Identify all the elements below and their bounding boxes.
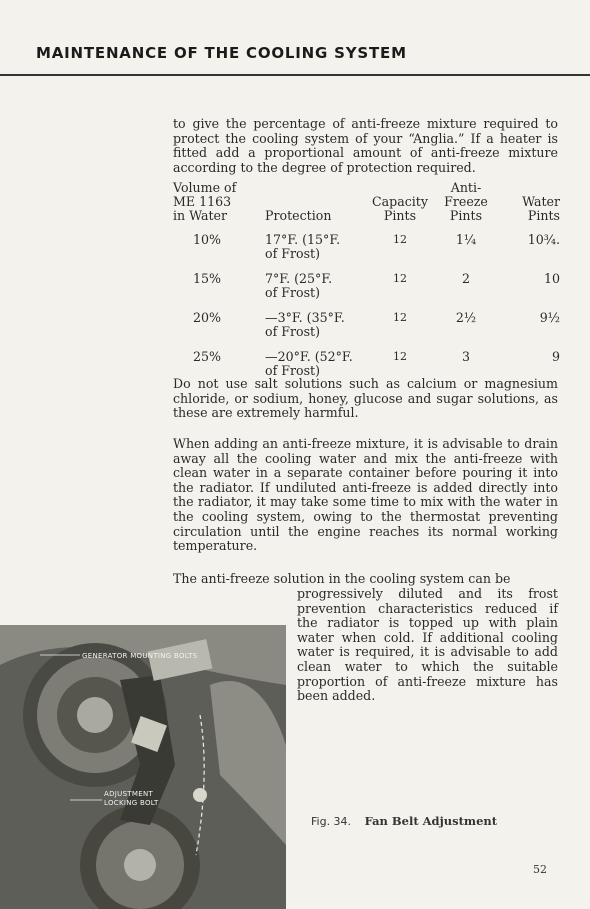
water-cell: 10¾. <box>527 232 560 247</box>
dilution-paragraph-rest: progressively diluted and its frost prevention characteristics reduced if the radiator is topped up with plain water when cold. If additional cooling water is required, it is advisable to add clean water to which the suitable proportion of anti-freeze mixture has been added. <box>297 586 558 704</box>
antifreeze-cell: 2½ <box>455 310 477 325</box>
antifreeze-header: Anti- Freeze Pints <box>444 180 488 223</box>
page-number: 52 <box>533 863 547 876</box>
salt-warning-paragraph: Do not use salt solutions such as calcium or magnesium chloride, or sodium, honey, glucose and sugar solutions, as these are extremely harmful. <box>173 376 558 421</box>
intro-paragraph: to give the percentage of anti-freeze mixture required to protect the cooling system of your “Anglia.” If a heater is fitted add a proportional amount of anti-freeze mixture according to the degree of protection required. <box>173 116 558 175</box>
volume-cell: 25% <box>193 349 221 364</box>
volume-header: Volume of ME 1163 in Water <box>173 180 237 223</box>
table-row <box>173 227 560 266</box>
capacity-header: Capacity Pints <box>372 194 428 223</box>
volume-cell: 10% <box>193 232 221 247</box>
figure-caption <box>311 814 497 828</box>
water-header: Water Pints <box>522 194 560 223</box>
protection-cell: 17°F. (15°F. of Frost) <box>265 232 341 261</box>
antifreeze-table <box>173 181 560 383</box>
table-header-row <box>173 181 560 227</box>
capacity-cell: 12 <box>393 233 407 246</box>
water-cell: 9½ <box>539 310 560 325</box>
water-cell: 9 <box>551 349 560 364</box>
antifreeze-cell: 1¼ <box>455 232 477 247</box>
protection-cell: —20°F. (52°F. of Frost) <box>265 349 353 378</box>
dilution-paragraph-start: The anti-freeze solution in the cooling system can be <box>173 571 511 586</box>
protection-header: Protection <box>265 208 332 223</box>
locking-bolt-label: LOCKING BOLT <box>104 799 159 807</box>
protection-cell: 7°F. (25°F. of Frost) <box>265 271 333 300</box>
capacity-cell: 12 <box>393 311 407 324</box>
adjustment-label: ADJUSTMENT <box>104 790 154 798</box>
figure-number: Fig. 34. <box>311 815 352 828</box>
protection-cell: —3°F. (35°F. of Frost) <box>265 310 345 339</box>
volume-cell: 20% <box>193 310 221 325</box>
page-title: MAINTENANCE OF THE COOLING SYSTEM <box>36 44 407 62</box>
antifreeze-cell: 3 <box>461 349 470 364</box>
water-cell: 10 <box>543 271 560 286</box>
adding-paragraph: When adding an anti-freeze mixture, it is advisable to drain away all the cooling water and mix the anti-freeze with clean water in a separate container before pouring it into the radiator. If undiluted anti-freeze is added directly into the radiator, it may take some time to mix with the water in the cooling system, owing to the thermostat preventing circulation until the engine reaches its normal working temperature. <box>173 436 558 554</box>
generator-bolts-label: GENERATOR MOUNTING BOLTS <box>82 652 198 660</box>
figure-title: Fan Belt Adjustment <box>364 814 498 828</box>
engine-illustration <box>0 625 286 909</box>
volume-cell: 15% <box>193 271 221 286</box>
page-header <box>0 0 590 76</box>
table-row <box>173 266 560 305</box>
table-row <box>173 305 560 344</box>
fan-belt-photo <box>0 625 286 909</box>
antifreeze-cell: 2 <box>461 271 470 286</box>
capacity-cell: 12 <box>393 272 407 285</box>
capacity-cell: 12 <box>393 350 407 363</box>
